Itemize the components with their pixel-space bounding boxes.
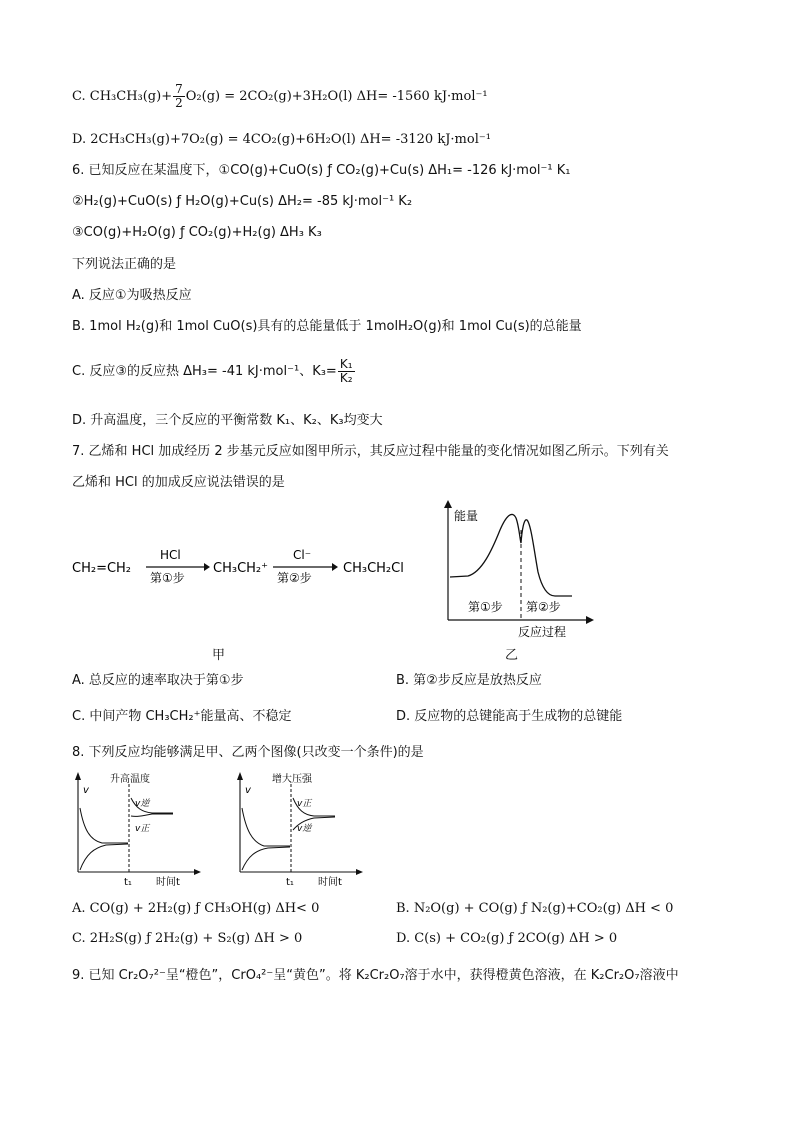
energy-y-label: 能量: [454, 509, 479, 523]
graph2-y-arrowhead: [237, 772, 243, 780]
q6-option-d: D. 升高温度，三个反应的平衡常数 K₁、K₂、K₃均变大: [72, 413, 383, 428]
fraction-k1-k2: $\frac{\text{K₁}}{\text{K₂}}$: [339, 357, 353, 385]
q8-stem: 8. 下列反应均能够满足甲、乙两个图像(只改变一个条件)的是: [72, 745, 424, 760]
graph1-x-arrowhead: [194, 869, 201, 875]
q5-option-d: D. 2CH₃CH₃(g)+7O₂(g) = 4CO₂(g)+6H₂O(l) ΔH= -3120 kJ·mol⁻¹: [72, 132, 491, 147]
scheme-step2: 第②步: [277, 571, 312, 585]
q8-option-b: B. N₂O(g) + CO(g) ƒ N₂(g)+CO₂(g) ΔH < 0: [396, 901, 674, 916]
energy-curve: [450, 514, 572, 596]
graph1-lower-curve-before: [80, 844, 128, 870]
energy-diagram-yi: [430, 500, 600, 640]
q7-option-d: D. 反应物的总键能高于生成物的总键能: [396, 709, 623, 724]
figure-label-jia: 甲: [212, 648, 226, 663]
q8-option-c: C. 2H₂S(g) ƒ 2H₂(g) + S₂(g) ΔH > 0: [72, 931, 303, 946]
q6-prompt: 下列说法正确的是: [72, 257, 177, 272]
scheme-arrowhead-2: [332, 563, 338, 571]
graph1-v-forward-curve: [131, 814, 173, 816]
graph2-v-label: v: [245, 785, 251, 796]
scheme-intermediate: CH₃CH₂⁺: [213, 561, 268, 576]
graph1-title: 升高温度: [110, 774, 150, 785]
q7-option-c: C. 中间产物 CH₃CH₂⁺能量高、不稳定: [72, 709, 292, 724]
diagram-step2: 第②步: [526, 600, 561, 614]
q8-option-a: A. CO(g) + 2H₂(g) ƒ CH₃OH(g) ΔH< 0: [72, 901, 320, 916]
graph1-x-label: 时间t: [156, 877, 180, 888]
reaction-scheme-jia: [68, 540, 418, 590]
graph1-lower-label: v正: [135, 824, 150, 834]
figure-label-yi: 乙: [505, 648, 519, 663]
scheme-arrowhead-1: [204, 563, 210, 571]
q6-option-a: A. 反应①为吸热反应: [72, 288, 192, 303]
q6-option-b: B. 1mol H₂(g)和 1mol CuO(s)具有的总能量低于 1molH₂O(g)和 1mol Cu(s)的总能量: [72, 319, 582, 334]
q6-equation-2: ②H₂(g)+CuO(s) ƒ H₂O(g)+Cu(s) ΔH₂= -85 kJ·mol⁻¹ K₂: [72, 194, 413, 209]
scheme-product: CH₃CH₂Cl: [343, 561, 404, 576]
fraction-7-2: $\frac{7}{2}$: [175, 82, 183, 110]
q7-option-a: A. 总反应的速率取决于第①步: [72, 673, 244, 688]
q6-option-c: C. 反应③的反应热 ΔH₃= -41 kJ·mol⁻¹、K₃= $\frac{\text{K₁}}{\text{K₂}}$: [72, 357, 353, 385]
scheme-step1: 第①步: [150, 571, 185, 585]
q7-stem-line1: 7. 乙烯和 HCl 加成经历 2 步基元反应如图甲所示，其反应过程中能量的变化情况如图乙所示。下列有关: [72, 444, 669, 459]
graph2-x-label: 时间t: [318, 877, 342, 888]
q5-option-c: C. CH₃CH₃(g)+ $\frac{7}{2}$ O₂(g) = 2CO₂(g)+3H₂O(l) ΔH= -1560 kJ·mol⁻¹: [72, 82, 488, 110]
graph1-upper-label: v逆: [135, 799, 150, 809]
diagram-step1: 第①步: [468, 600, 503, 614]
graph1-v-label: v: [83, 785, 89, 796]
graph2-upper-curve-before: [242, 808, 290, 846]
graph2-t1-label: t₁: [286, 877, 294, 888]
graph1-t1-label: t₁: [124, 877, 132, 888]
rate-graph-temperature: [68, 768, 208, 890]
graph1-y-arrowhead: [75, 772, 81, 780]
graph2-lower-label: v逆: [297, 824, 312, 834]
graph2-lower-curve-before: [242, 847, 290, 870]
q6-equation-3: ③CO(g)+H₂O(g) ƒ CO₂(g)+H₂(g) ΔH₃ K₃: [72, 225, 322, 240]
energy-x-label: 反应过程: [518, 625, 567, 639]
graph2-title: 增大压强: [272, 774, 312, 785]
graph2-upper-label: v正: [297, 799, 312, 809]
rate-graph-pressure: [230, 768, 370, 890]
scheme-reactant: CH₂=CH₂: [72, 561, 132, 576]
q7-option-b: B. 第②步反应是放热反应: [396, 673, 542, 688]
q6-stem: 6. 已知反应在某温度下，①CO(g)+CuO(s) ƒ CO₂(g)+Cu(s) ΔH₁= -126 kJ·mol⁻¹ K₁: [72, 163, 571, 178]
scheme-reagent-cl: Cl⁻: [293, 548, 312, 562]
graph1-upper-curve-before: [80, 808, 128, 843]
energy-y-arrowhead: [444, 500, 452, 508]
q8-option-d: D. C(s) + CO₂(g) ƒ 2CO(g) ΔH > 0: [396, 931, 618, 946]
energy-x-arrowhead: [586, 616, 594, 624]
graph2-x-arrowhead: [356, 869, 363, 875]
scheme-reagent-hcl: HCl: [160, 548, 181, 562]
q9-stem: 9. 已知 Cr₂O₇²⁻呈“橙色”，CrO₄²⁻呈“黄色”。将 K₂Cr₂O₇溶于水中，获得橙黄色溶液，在 K₂Cr₂O₇溶液中: [72, 968, 679, 983]
q7-stem-line2: 乙烯和 HCl 的加成反应说法错误的是: [72, 475, 285, 490]
